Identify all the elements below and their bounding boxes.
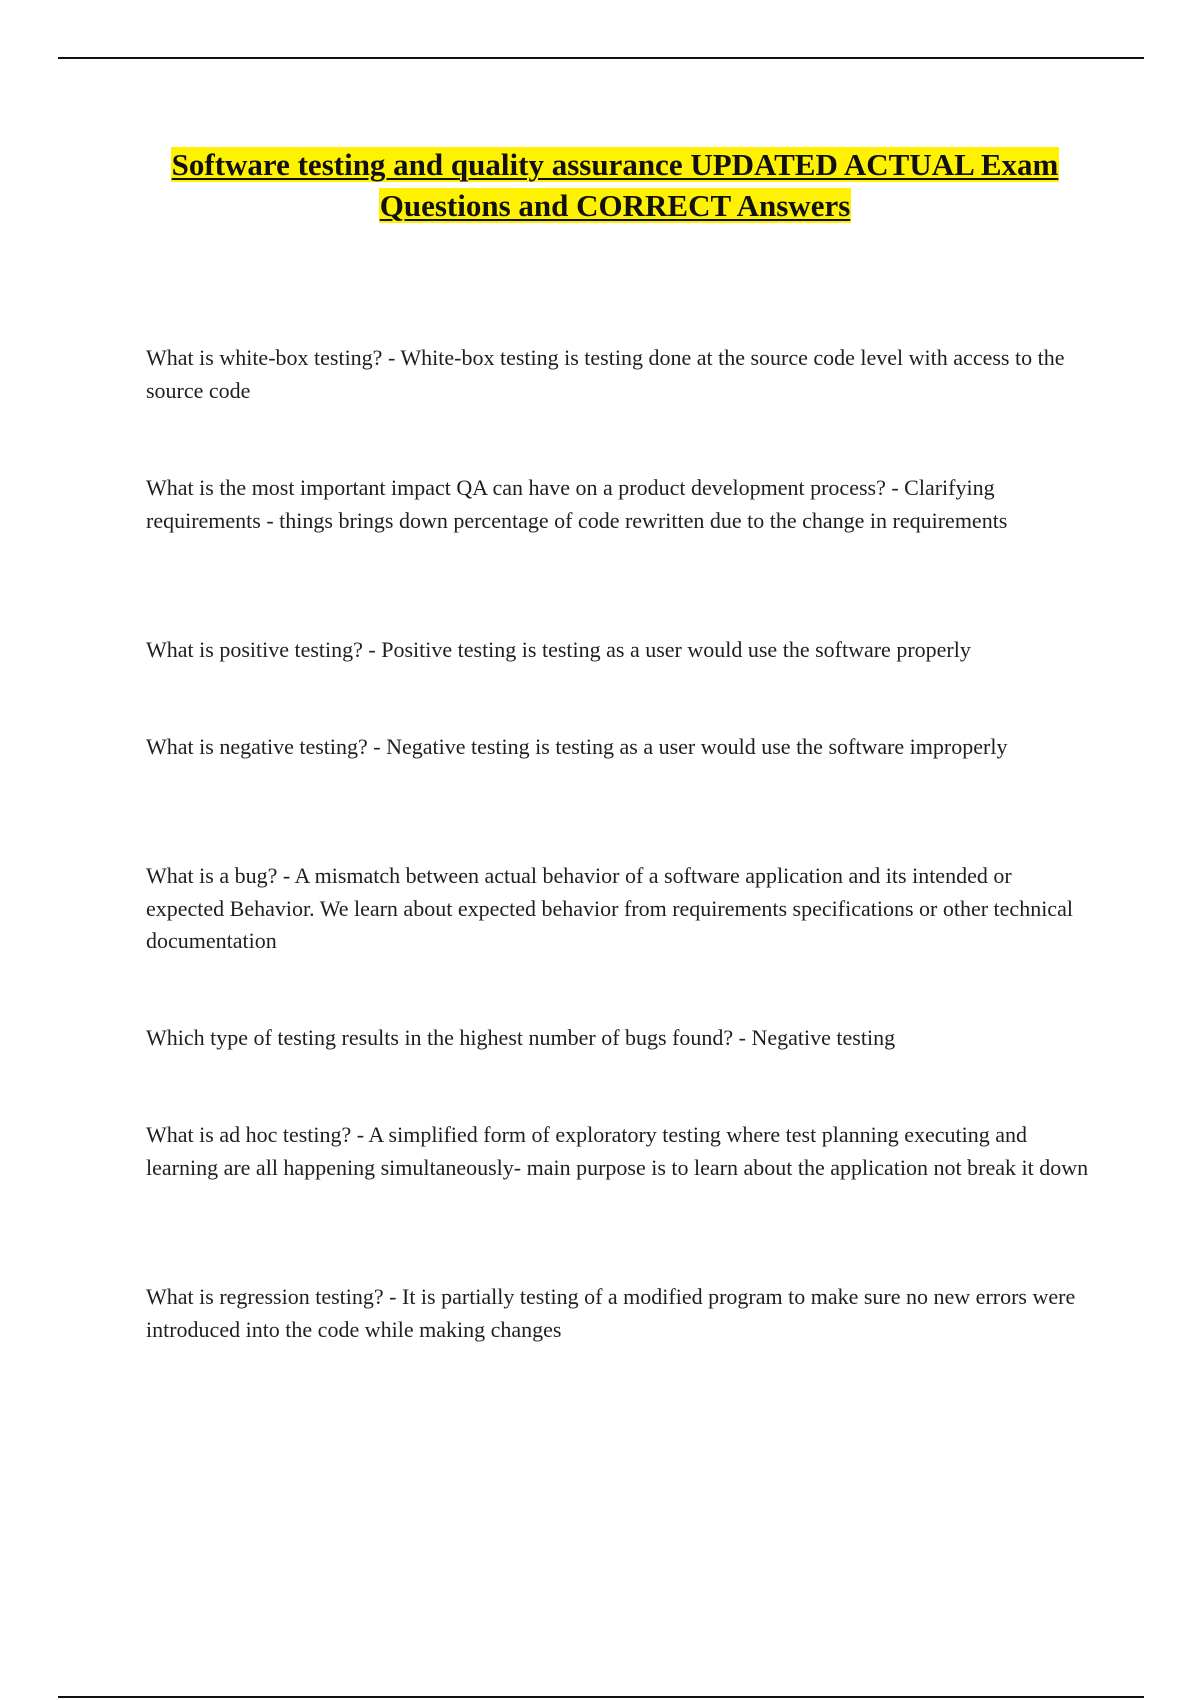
top-rule bbox=[58, 57, 1144, 59]
qa-item-white-box: What is white-box testing? - White-box testing is testing done at the source code level with access to the source code bbox=[146, 345, 1065, 403]
qa-item-regression: What is regression testing? - It is partially testing of a modified program to make sure no new errors were introduced into the code while making changes bbox=[146, 1284, 1076, 1342]
qa-item-negative-testing: What is negative testing? - Negative testing is testing as a user would use the software improperly bbox=[146, 734, 1008, 759]
qa-item-most-bugs: Which type of testing results in the highest number of bugs found? - Negative testing bbox=[146, 1025, 896, 1050]
qa-item-positive-testing: What is positive testing? - Positive testing is testing as a user would use the software properly bbox=[146, 637, 971, 662]
qa-item-qa-impact: What is the most important impact QA can have on a product development process? - Clarifying requirements - things brings down percentage of code rewritten due to the change in requirements bbox=[146, 475, 1008, 533]
qa-item-bug: What is a bug? - A mismatch between actual behavior of a software application and its intended or expected Behavior. We learn about expected behavior from requirements specifications or other technical documentation bbox=[146, 863, 1073, 953]
qa-item-ad-hoc: What is ad hoc testing? - A simplified form of exploratory testing where test planning executing and learning are all happening simultaneously- main purpose is to learn about the application not break it down bbox=[146, 1122, 1089, 1180]
bottom-rule bbox=[58, 1696, 1144, 1698]
document-title bbox=[120, 144, 1110, 226]
document-title-text: Software testing and quality assurance UPDATED ACTUAL Exam Questions and CORRECT Answers bbox=[171, 147, 1059, 223]
